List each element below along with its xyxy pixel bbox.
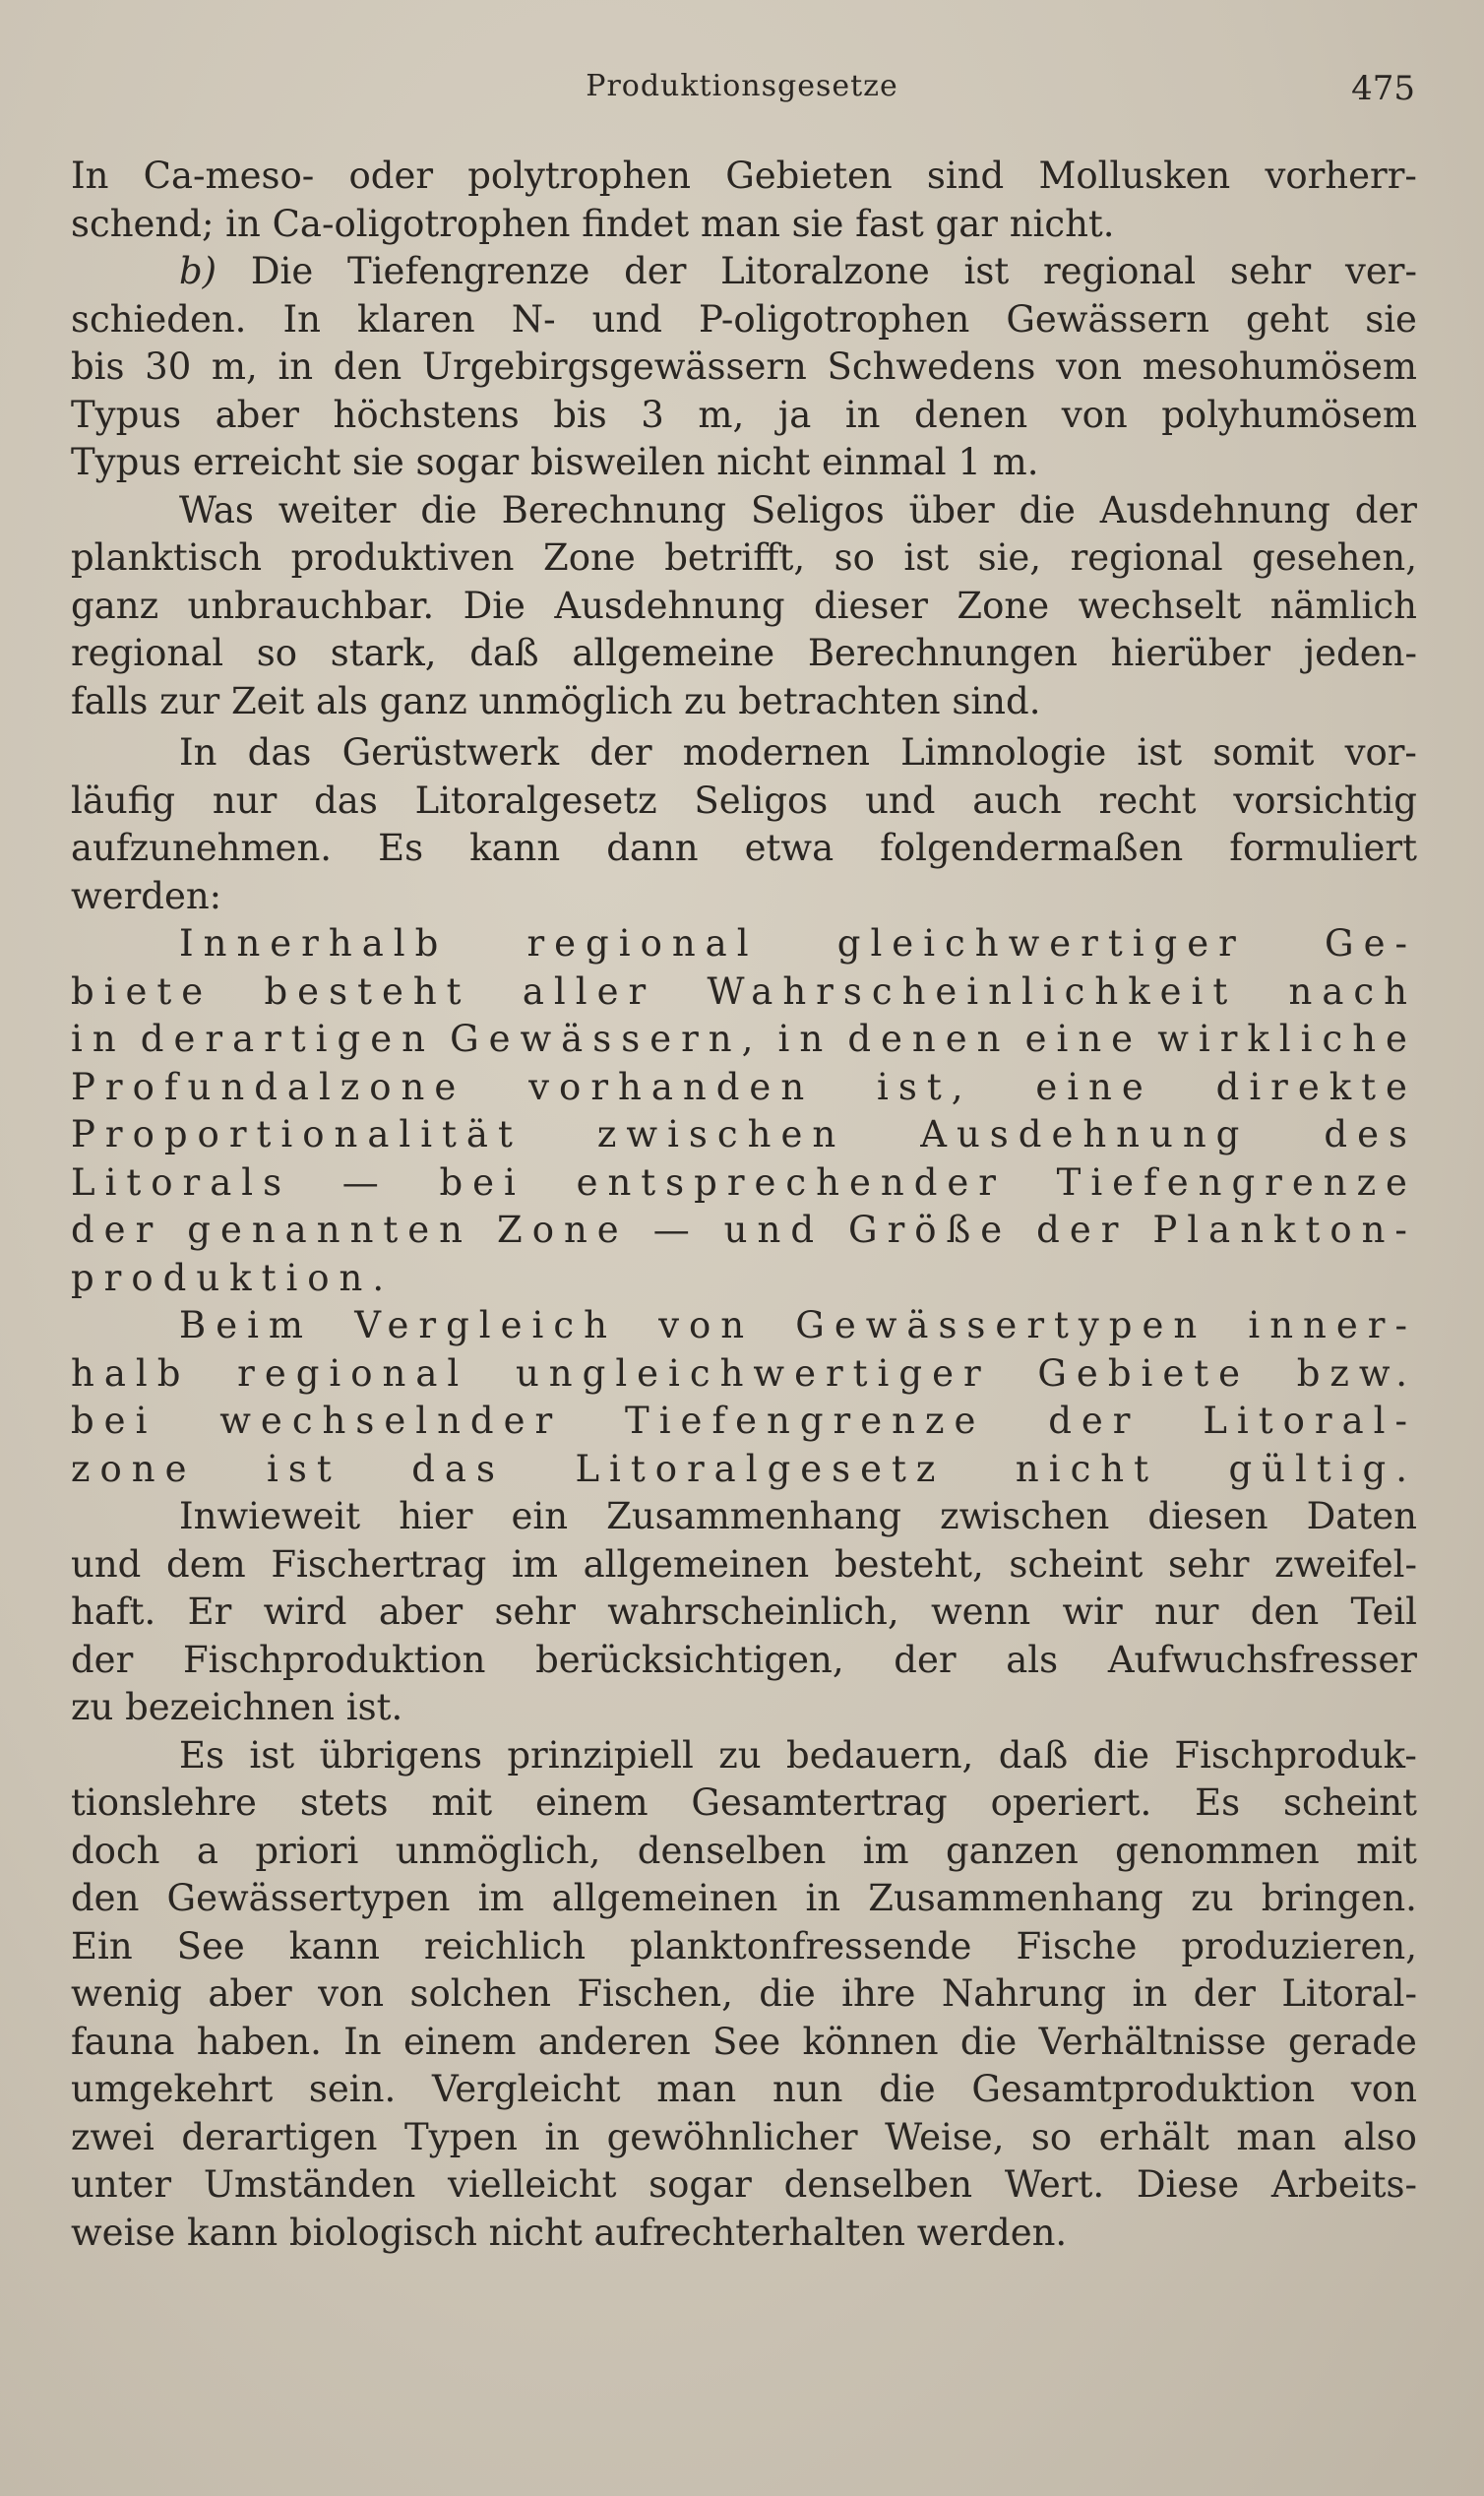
body-text bbox=[71, 153, 1417, 2257]
text-line: doch a priori unmöglich, denselben im ganzen genommen mit bbox=[71, 1829, 1417, 1872]
text-line: produktion. bbox=[71, 1256, 395, 1299]
text-line: zu bezeichnen ist. bbox=[71, 1686, 403, 1728]
text-line: bis 30 m, in den Urgebirgsgewässern Schwedens von mesohumösem bbox=[71, 345, 1417, 388]
text-line: Ein See kann reichlich planktonfressende Fische produzieren, bbox=[71, 1924, 1417, 1967]
text-line: umgekehrt sein. Vergleicht man nun die Gesamtproduktion von bbox=[71, 2068, 1417, 2110]
text-line: läufig nur das Litoralgesetz Seligos und auch recht vorsichtig bbox=[71, 779, 1417, 822]
text-line: zwei derartigen Typen in gewöhnlicher Weise, so erhält man also bbox=[71, 2115, 1417, 2158]
text-line: weise kann biologisch nicht aufrechterhalten werden. bbox=[71, 2211, 1068, 2254]
text-line: regional so stark, daß allgemeine Berechnungen hierüber jeden- bbox=[71, 632, 1417, 674]
text-line: b) Die Tiefengrenze der Litoralzone ist regional sehr ver- bbox=[179, 250, 1417, 292]
text-line: fauna haben. In einem anderen See können die Verhältnisse gerade bbox=[71, 2020, 1417, 2063]
text-line: Inwieweit hier ein Zusammenhang zwischen diesen Daten bbox=[179, 1495, 1417, 1537]
text-line: Proportionalität zwischen Ausdehnung des bbox=[71, 1113, 1417, 1155]
text-line: Was weiter die Berechnung Seligos über die Ausdehnung der bbox=[179, 488, 1417, 531]
text-line: biete besteht aller Wahrscheinlichkeit nach bbox=[71, 969, 1417, 1013]
text-line: in derartigen Gewässern, in denen eine wirkliche bbox=[71, 1018, 1417, 1060]
text-line: In Ca-meso- oder polytrophen Gebieten sind Mollusken vorherr- bbox=[71, 155, 1417, 197]
text-line: bei wechselnder Tiefengrenze der Litoral- bbox=[71, 1400, 1417, 1442]
text-line: halb regional ungleichwertiger Gebiete bzw. bbox=[71, 1351, 1417, 1395]
text-line: schieden. In klaren N- und P-oligotrophen Gewässern geht sie bbox=[71, 297, 1417, 341]
text-line: werden: bbox=[71, 874, 222, 917]
text-line: falls zur Zeit als ganz unmöglich zu betrachten sind. bbox=[71, 679, 1041, 722]
text-line: ganz unbrauchbar. Die Ausdehnung dieser Zone wechselt nämlich bbox=[71, 584, 1417, 627]
text-line: den Gewässertypen im allgemeinen in Zusammenhang zu bringen. bbox=[71, 1877, 1417, 1919]
text-line: wenig aber von solchen Fischen, die ihre Nahrung in der Litoral- bbox=[71, 1972, 1417, 2015]
text-line: Typus erreicht sie sogar bisweilen nicht einmal 1 m. bbox=[71, 441, 1039, 483]
text-line: schend; in Ca-oligotrophen findet man sie fast gar nicht. bbox=[71, 202, 1115, 245]
running-title: Produktionsgesetze bbox=[586, 69, 898, 103]
text-line: Litorals — bei entsprechender Tiefengrenze bbox=[71, 1160, 1417, 1204]
text-line: Beim Vergleich von Gewässertypen inner- bbox=[179, 1304, 1417, 1346]
text-line: Es ist übrigens prinzipiell zu bedauern, daß die Fischproduk- bbox=[179, 1733, 1417, 1777]
page-number: 475 bbox=[1351, 69, 1415, 108]
text-line: haft. Er wird aber sehr wahrscheinlich, wenn wir nur den Teil bbox=[71, 1591, 1417, 1633]
text-line: aufzunehmen. Es kann dann etwa folgendermaßen formuliert bbox=[71, 827, 1417, 869]
text-line: der genannten Zone — und Größe der Plankton- bbox=[71, 1209, 1417, 1251]
text-line: unter Umständen vielleicht sogar denselben Wert. Diese Arbeits- bbox=[71, 2163, 1417, 2206]
text-line: Innerhalb regional gleichwertiger Ge- bbox=[179, 922, 1417, 965]
text-line: und dem Fischertrag im allgemeinen besteht, scheint sehr zweifel- bbox=[71, 1542, 1417, 1586]
text-line: Typus aber höchstens bis 3 m, ja in denen von polyhumösem bbox=[71, 393, 1417, 436]
text-line: zone ist das Litoralgesetz nicht gültig. bbox=[71, 1447, 1417, 1490]
text-line: tionslehre stets mit einem Gesamtertrag operiert. Es scheint bbox=[71, 1781, 1417, 1824]
text-line: planktisch produktiven Zone betrifft, so ist sie, regional gesehen, bbox=[71, 536, 1417, 579]
text-line: der Fischproduktion berücksichtigen, der als Aufwuchsfresser bbox=[71, 1638, 1417, 1681]
page-header bbox=[69, 69, 1415, 118]
text-line: Profundalzone vorhanden ist, eine direkte bbox=[71, 1065, 1417, 1108]
text-line: In das Gerüstwerk der modernen Limnologie ist somit vor- bbox=[179, 731, 1417, 774]
